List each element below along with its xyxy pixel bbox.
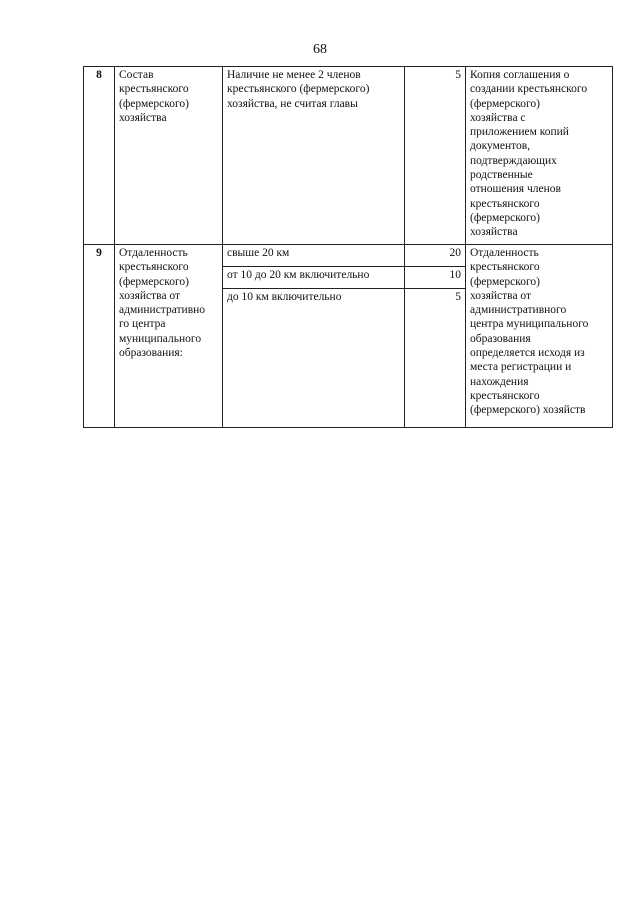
criterion-score: 5 — [405, 67, 466, 245]
row-number: 8 — [84, 67, 115, 245]
criterion-score: 5 — [405, 289, 466, 428]
criterion-note: Копия соглашения о создании крестьянского (фермерского) хозяйства с приложением копий документов, подтверждающих родственные отношения членов крестьянского (фермерского) хозяйства — [466, 67, 613, 245]
criterion-score: 20 — [405, 245, 466, 267]
criterion-condition: свыше 20 км — [223, 245, 405, 267]
row-number: 9 — [84, 245, 115, 428]
criterion-condition: от 10 до 20 км включительно — [223, 267, 405, 289]
criterion-note: Отдаленность крестьянского (фермерского) хозяйства от административного центра муниципального образования определяется исходя из места регистрации и нахождения крестьянского (фермерского) хозяйств — [466, 245, 613, 428]
criteria-table — [83, 66, 613, 428]
criterion-condition: до 10 км включительно — [223, 289, 405, 428]
criterion-condition: Наличие не менее 2 членов крестьянского (фермерского) хозяйства, не считая главы — [223, 67, 405, 245]
criterion-score: 10 — [405, 267, 466, 289]
criterion-name: Состав крестьянского (фермерского) хозяйства — [115, 67, 223, 245]
criterion-name: Отдаленность крестьянского (фермерского) хозяйства от административно го центра муниципального образования: — [115, 245, 223, 428]
table-row — [84, 67, 613, 245]
page-number: 68 — [313, 42, 327, 57]
table-row — [84, 245, 613, 267]
